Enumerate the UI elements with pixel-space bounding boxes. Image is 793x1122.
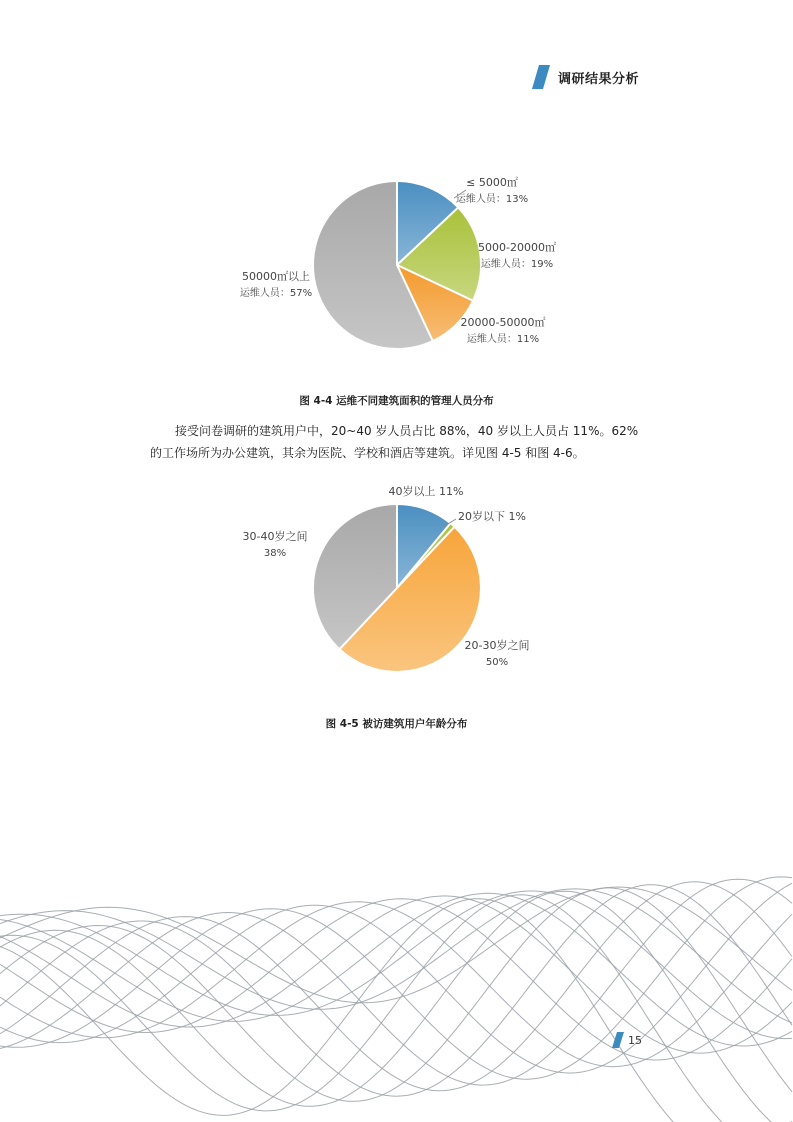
decorative-wave-lines (0, 780, 793, 1122)
wave-line (0, 902, 792, 1067)
figure-4-4-caption: 图 4-4 运维不同建筑面积的管理人员分布 (299, 395, 494, 407)
wave-line (0, 885, 792, 1096)
slice-label: 50000㎡以上 (242, 270, 310, 283)
slice-label: 运维人员：13% (455, 194, 529, 205)
slice-label: 运维人员：11% (466, 334, 540, 345)
figure-4-5-caption: 图 4-5 被访建筑用户年龄分布 (325, 718, 468, 730)
slice-label: 运维人员：19% (480, 259, 554, 270)
slice-label: 20000-50000㎡ (460, 316, 546, 329)
wave-line (0, 899, 792, 1060)
slice-label: 50% (485, 657, 509, 668)
slice-label: 38% (263, 548, 287, 559)
page-number: 15 (628, 1033, 642, 1047)
slice-label: 40岁以上 11% (388, 485, 464, 498)
slice-label: 20-30岁之间 (464, 639, 530, 652)
slice-label: 30-40岁之间 (242, 530, 308, 543)
wave-line (0, 891, 792, 1039)
header-title: 调研结果分析 (558, 71, 640, 87)
slice-label: 运维人员：57% (239, 288, 313, 299)
footer-accent-icon (612, 1032, 624, 1048)
slice-label: 5000-20000㎡ (478, 241, 556, 254)
slice-label: ≤ 5000㎡ (466, 176, 518, 189)
paragraph-line: 的工作场所为办公建筑，其余为医院、学校和酒店等建筑。详见图 4-5 和图 4-6。 (150, 446, 585, 460)
paragraph-line: 接受问卷调研的建筑用户中，20~40 岁人员占比 88%，40 岁以上人员占 11%。62% (175, 424, 639, 438)
slice-label: 20岁以下 1% (458, 510, 526, 523)
wave-line (0, 896, 792, 1053)
page-footer (612, 1031, 642, 1049)
